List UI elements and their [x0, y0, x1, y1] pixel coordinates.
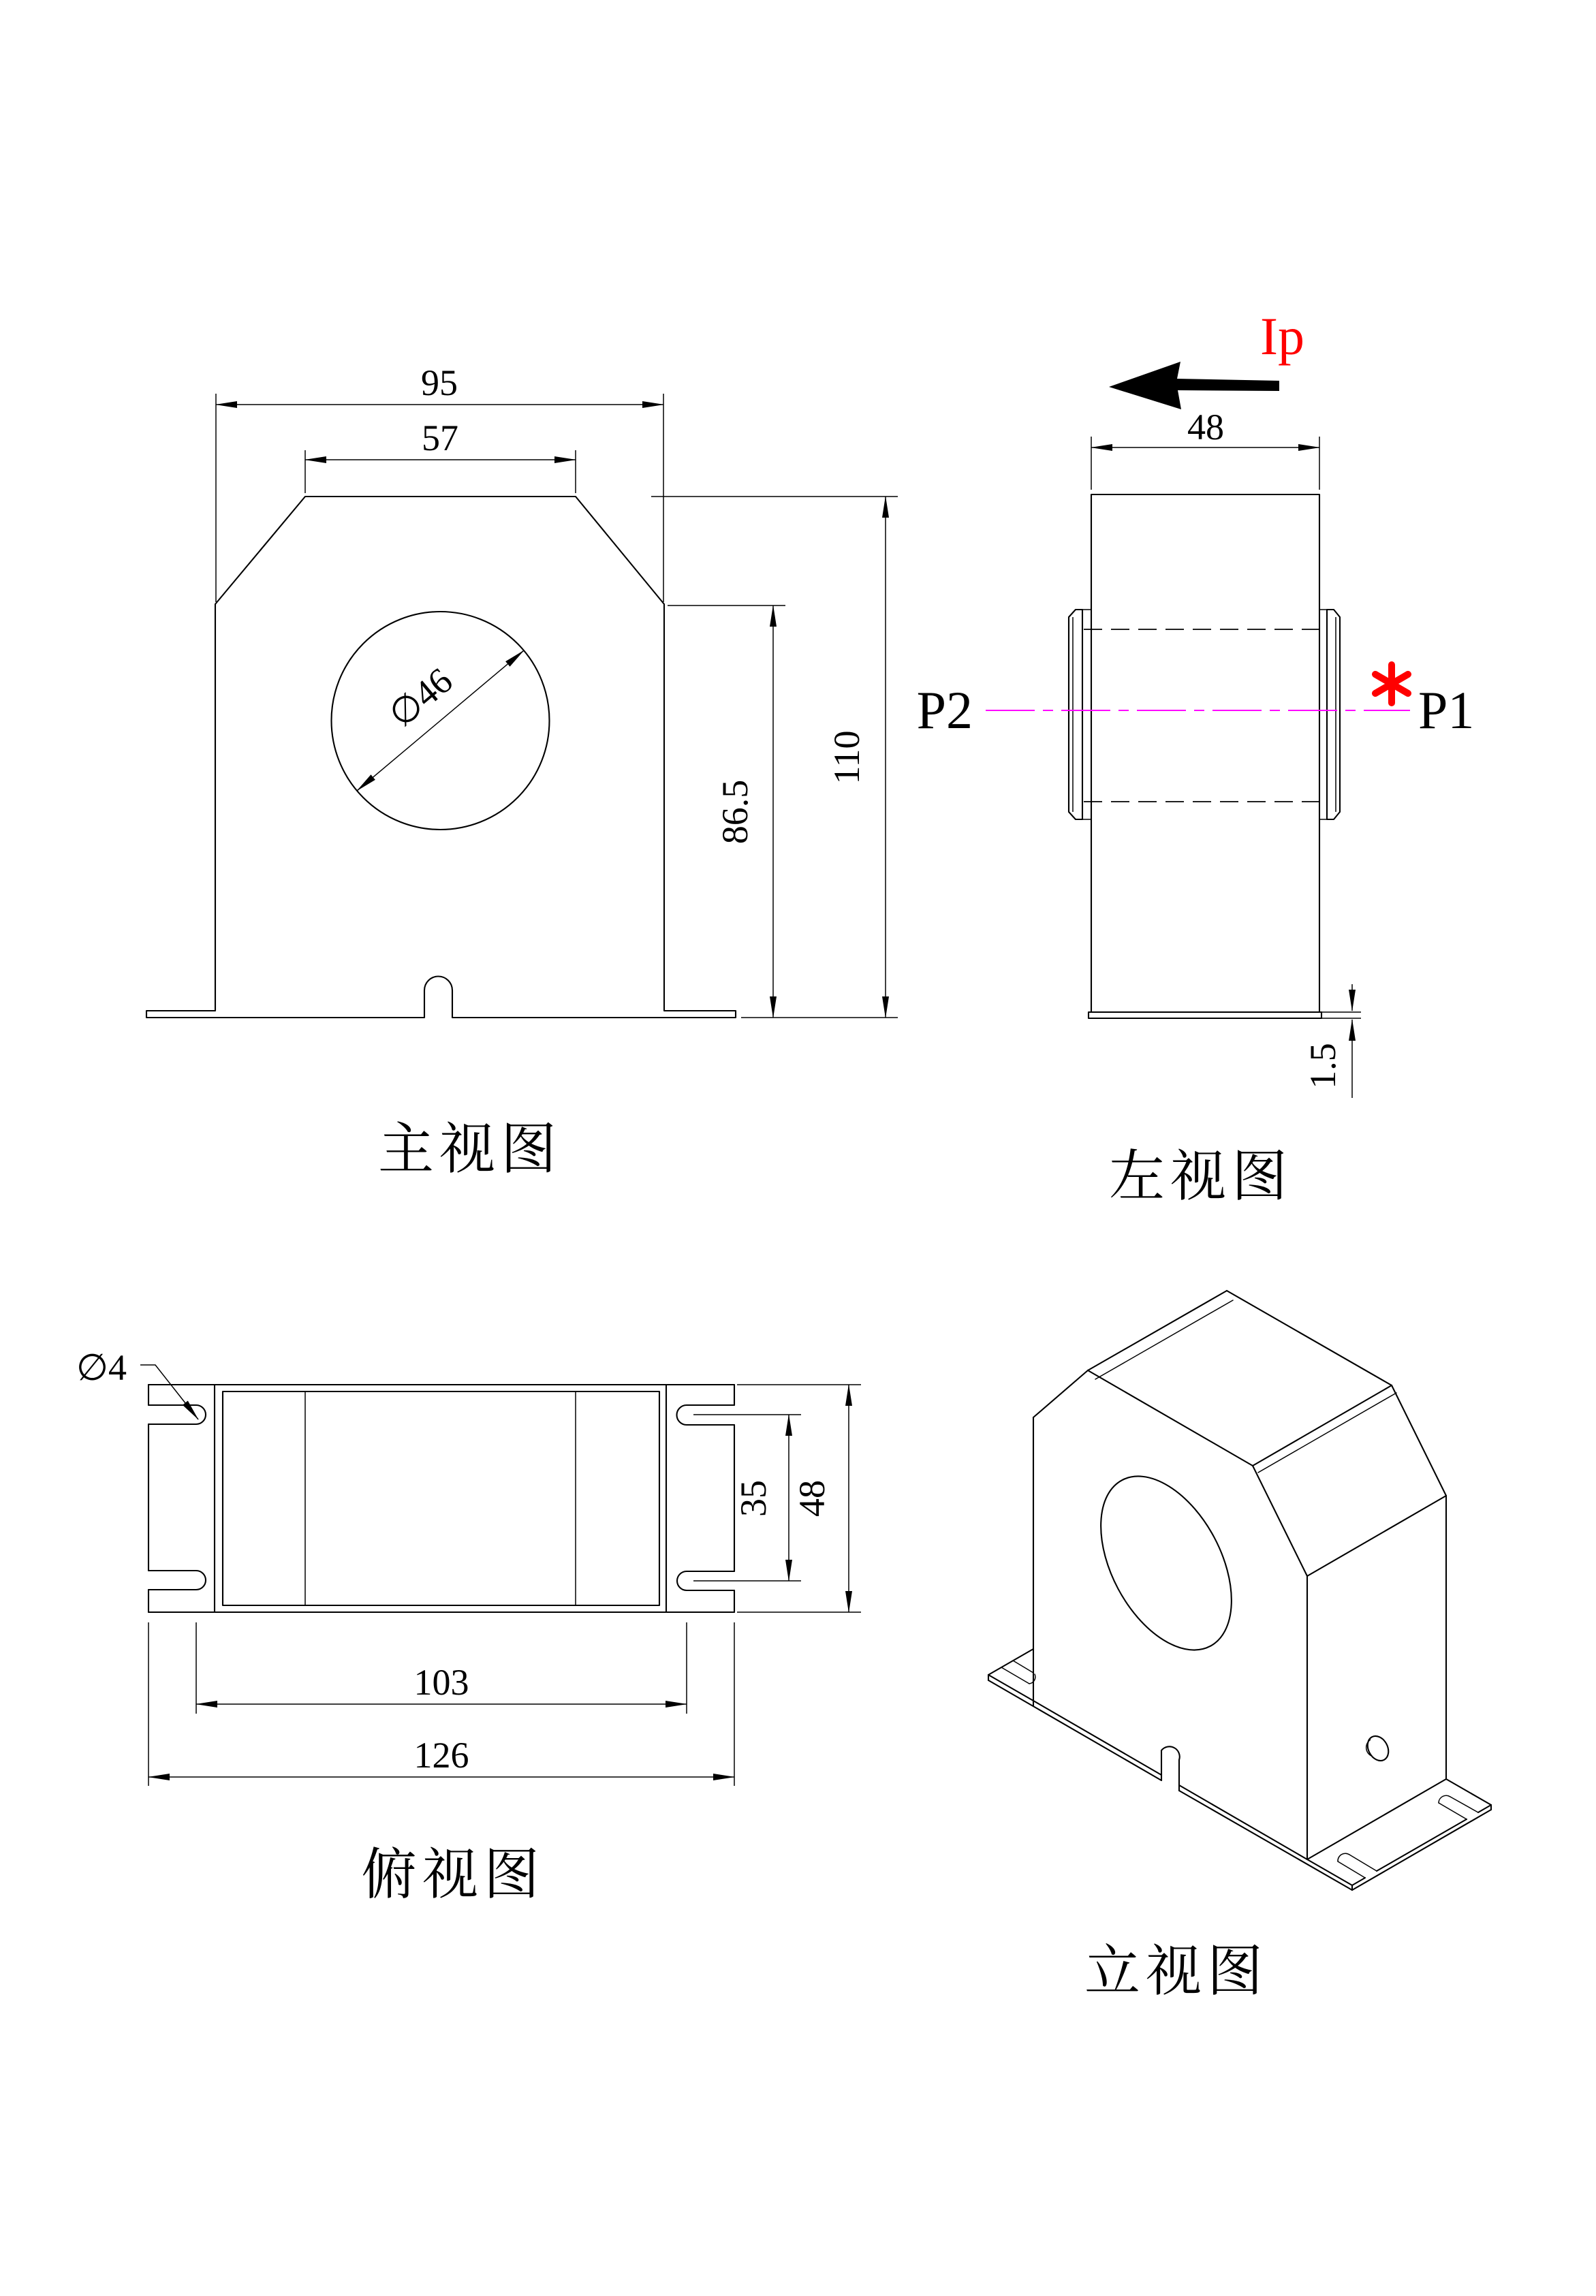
dim-base-thickness: 1.5	[1302, 1043, 1343, 1089]
top-view	[76, 1347, 861, 1906]
dim-upper-height: 86.5	[715, 779, 755, 845]
left-body-outline	[1091, 494, 1319, 1012]
front-view-title: 主视图	[377, 1118, 563, 1180]
iso-body-wireframe	[988, 1291, 1491, 1890]
dim-mount-hole: ∅4	[76, 1347, 127, 1388]
isometric-view	[988, 1291, 1491, 2002]
mount-slot	[148, 1405, 206, 1424]
dim-slot-pitch: 103	[413, 1662, 469, 1703]
front-body-outline	[146, 497, 736, 1018]
terminal-label-p1: P1	[1418, 680, 1475, 740]
dim-depth: 48	[1187, 407, 1224, 447]
dim-total-length: 126	[413, 1735, 469, 1776]
current-label-ip: Ip	[1260, 306, 1304, 366]
current-direction-arrow-icon	[1109, 362, 1279, 409]
left-base-plate	[1089, 1012, 1321, 1018]
dim-total-height: 110	[826, 730, 867, 785]
terminal-label-p2: P2	[916, 680, 973, 740]
iso-side-hole	[1364, 1733, 1393, 1765]
polarity-asterisk-icon	[1375, 665, 1408, 703]
mount-slot	[148, 1571, 206, 1590]
dim-top-width: 57	[422, 418, 458, 458]
dim-slot-spacing: 35	[733, 1480, 774, 1517]
dim-depth-top: 48	[792, 1480, 832, 1517]
iso-center-hole	[1074, 1455, 1259, 1672]
left-clamp-plate	[1069, 610, 1082, 819]
top-inner-body	[223, 1391, 659, 1605]
front-view	[146, 362, 898, 1180]
iso-view-title: 立视图	[1084, 1940, 1269, 2002]
dim-total-width: 95	[421, 362, 458, 403]
top-view-title: 俯视图	[360, 1844, 546, 1906]
left-view	[917, 306, 1475, 1208]
dim-hole-diameter: ∅46	[381, 659, 460, 736]
left-view-title: 左视图	[1108, 1146, 1294, 1208]
top-body-outline	[148, 1385, 734, 1612]
right-clamp-plate	[1327, 610, 1340, 819]
